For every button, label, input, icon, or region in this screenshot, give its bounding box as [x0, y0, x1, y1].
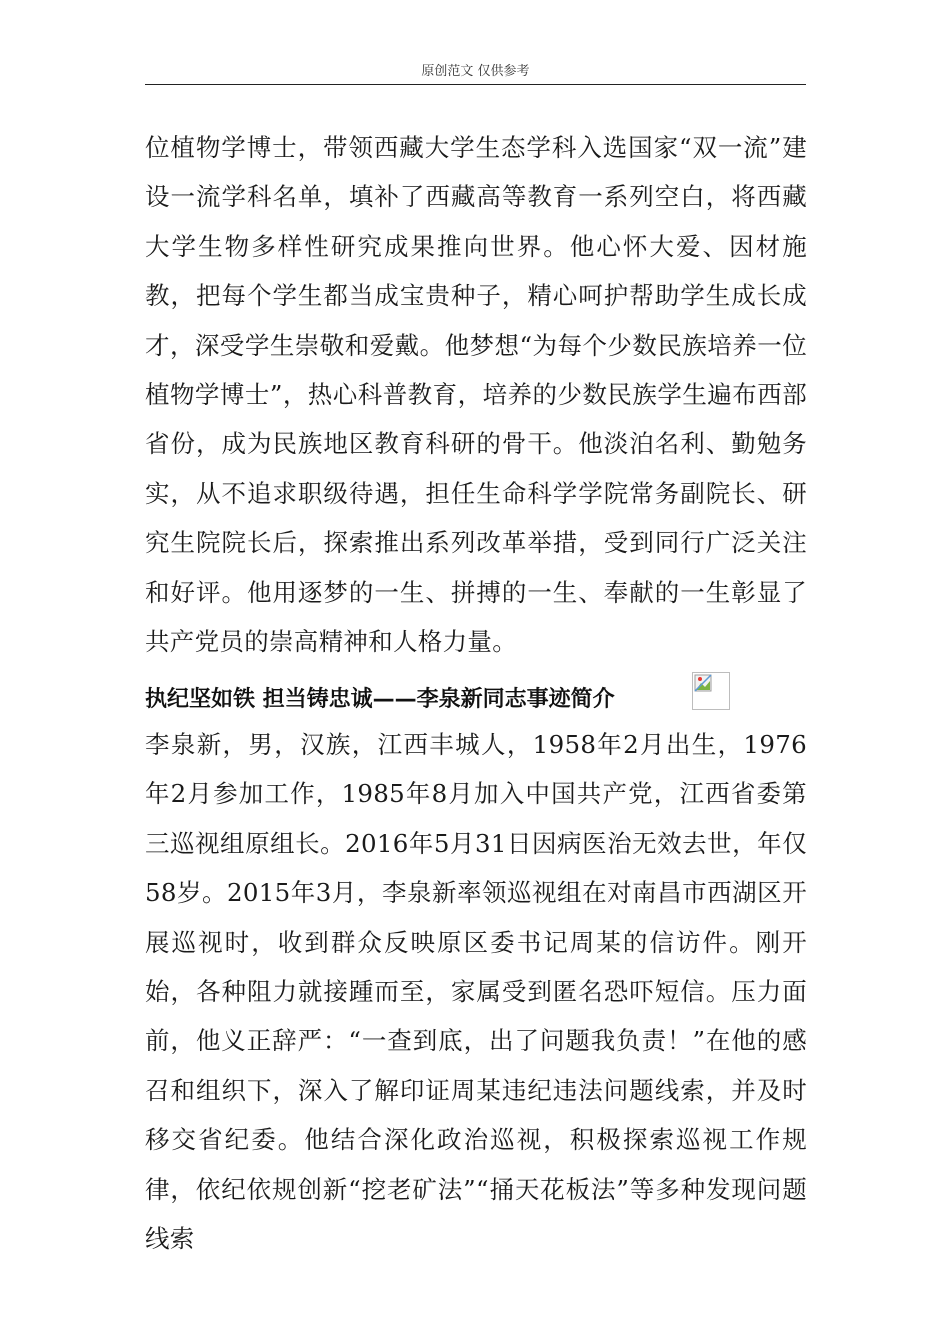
body-paragraph: 位植物学博士，带领西藏大学生态学科入选国家“双一流”建设一流学科名单，填补了西藏高等教育一系列空白，将西藏大学生物多样性研究成果推向世界。他心怀大爱、因材施教，把每个学生都当成宝贵种子，精心呵护帮助学生成长成才，深受学生崇敬和爱戴。他梦想“为每个少数民族培养一位植物学博士”，热心科普教育，培养的少数民族学生遍布西部省份，成为民族地区教育科研的骨干。他淡泊名利、勤勉务实，从不追求职级待遇，担任生命科学学院常务副院长、研究生院院长后，探索推出系列改革举措，受到同行广泛关注和好评。他用逐梦的一生、拼搏的一生、奉献的一生彰显了共产党员的崇高精神和人格力量。: [145, 133, 807, 657]
body-paragraph: 李泉新，男，汉族，江西丰城人，1958年2月出生，1976年2月参加工作，1985年8月加入中国共产党，江西省委第三巡视组原组长。2016年5月31日因病医治无效去世，年仅58岁。2015年3月，李泉新率领巡视组在对南昌市西湖区开展巡视时，收到群众反映原区委书记周某的信访件。刚开始，各种阻力就接踵而至，家属受到匿名恐吓短信。压力面前，他义正辞严：“一查到底，出了问题我负责！”在他的感召和组织下，深入了解印证周某违纪违法问题线索，并及时移交省纪委。他结合深化政治巡视，积极探索巡视工作规律，依纪依规创新“挖老矿法”“捅天花板法”等多种发现问题线索: [145, 730, 807, 1254]
header-text: 原创范文 仅供参考: [421, 64, 530, 79]
section-heading: 执纪坚如铁 担当铸忠诚——李泉新同志事迹简介: [145, 687, 615, 712]
page-header: [145, 62, 806, 85]
broken-image-icon: [692, 672, 730, 710]
